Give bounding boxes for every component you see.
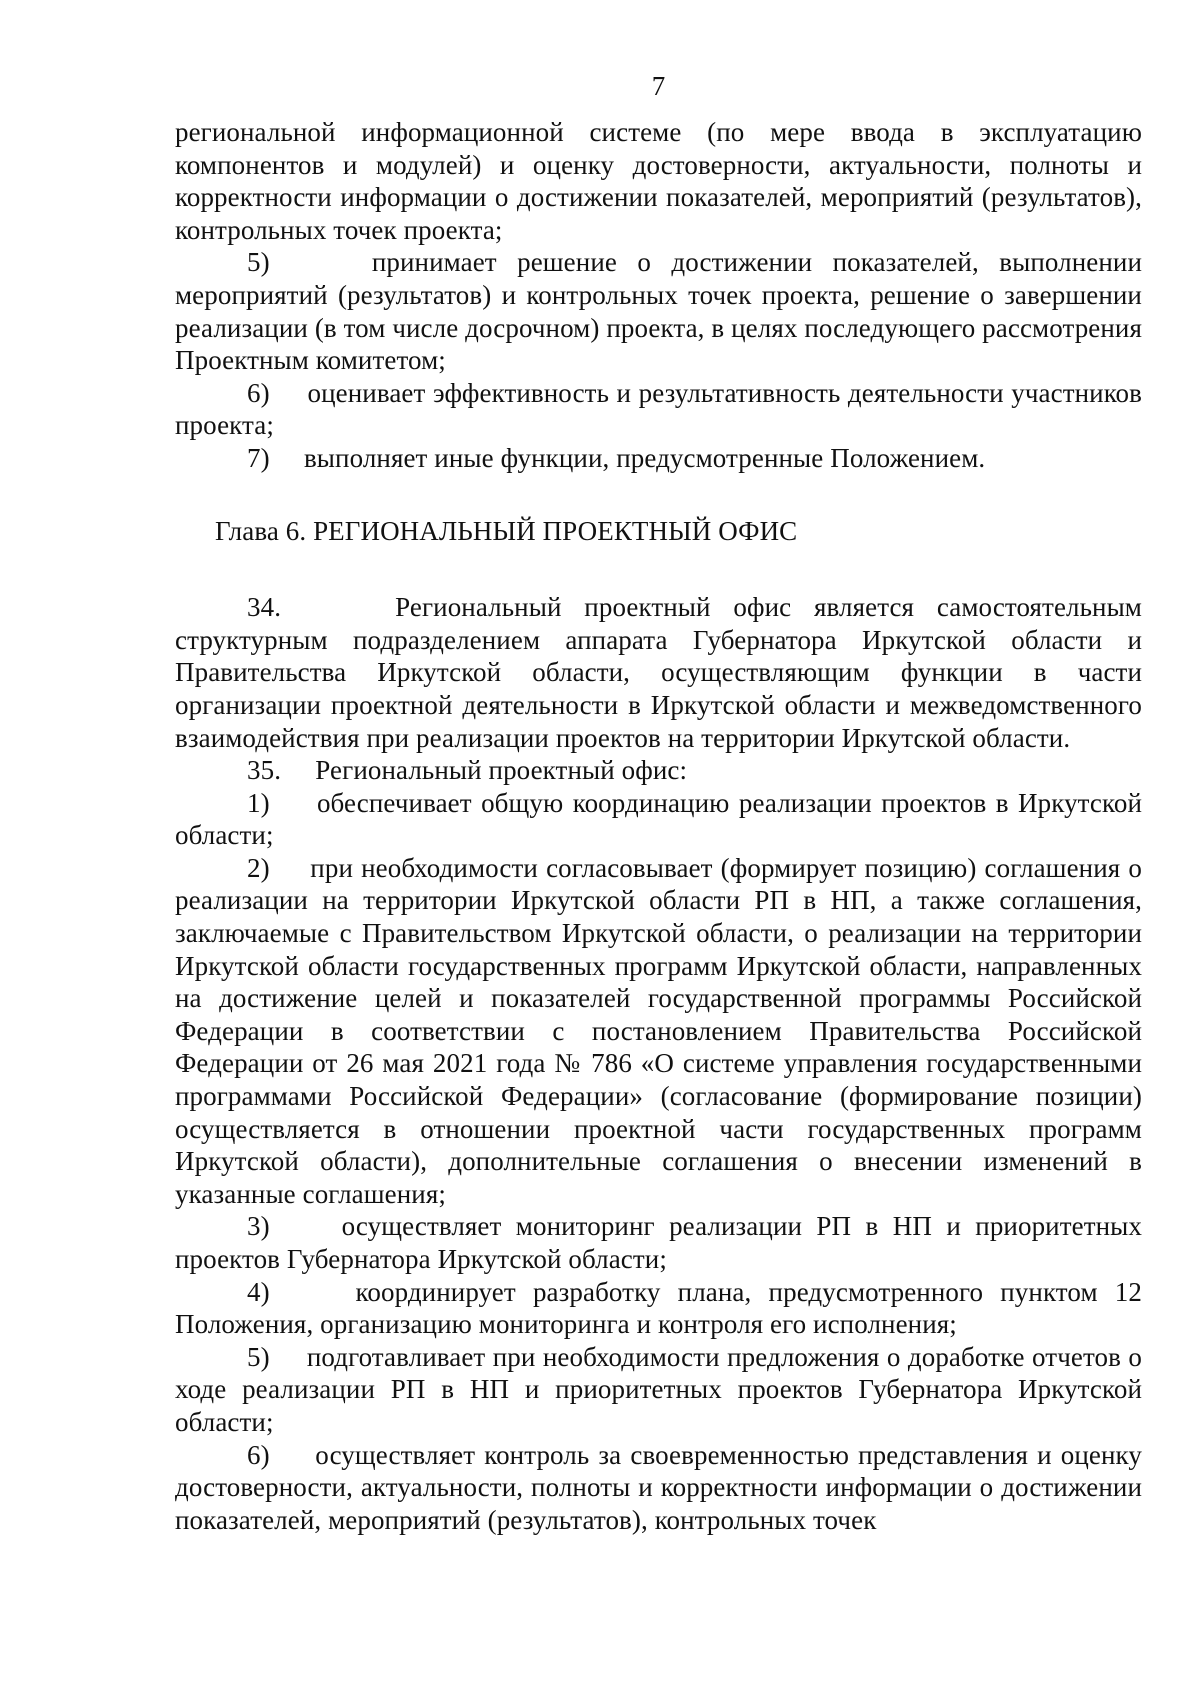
clause-35-item-4: 4) координирует разработку плана, предусмотренного пунктом 12 Положения, организацию мониторинга и контроля его исполнения;: [175, 1276, 1142, 1340]
page-number: 7: [651, 71, 666, 101]
clause-35-item-2: 2) при необходимости согласовывает (формирует позицию) соглашения о реализации на территории Иркутской области РП в НП, а также соглашения, заключаемые с Правительством Иркутской области, о реализации на территории Иркутской области государственных программ Иркутской области, направленных на достижение целей и показателей государственной программы Российской Федерации в соответствии с постановлением Правительства Российской Федерации от 26 мая 2021 года № 786 «О системе управления государственными программами Российской Федерации» (согласование (формирование позиции) осуществляется в отношении проектной части государственных программ Иркутской области), дополнительные соглашения о внесении изменений в указанные соглашения;: [175, 852, 1142, 1209]
list-item-7: 7) выполняет иные функции, предусмотренные Положением.: [247, 442, 986, 473]
list-item-5: 5) принимает решение о достижении показателей, выполнении мероприятий (результатов) и контрольных точек проекта, решение о завершении реализации (в том числе досрочном) проекта, в целях последующего рассмотрения Проектным комитетом;: [175, 247, 1142, 376]
clause-35-item-6: 6) осуществляет контроль за своевременностью представления и оценку достоверности, актуальности, полноты и корректности информации о достижении показателей, мероприятий (результатов), контрольных точек: [175, 1439, 1142, 1535]
clause-34: 34. Региональный проектный офис является самостоятельным структурным подразделением аппарата Губернатора Иркутской области и Правительства Иркутской области, осуществляющим функции в части организации проектной деятельности в Иркутской области и межведомственного взаимодействия при реализации проектов на территории Иркутской области.: [175, 592, 1142, 753]
paragraph-continued: региональной информационной системе (по мере ввода в эксплуатацию компонентов и модулей) и оценку достоверности, актуальности, полноты и корректности информации о достижении показателей, мероприятий (результатов), контрольных точек проекта;: [175, 117, 1142, 245]
clause-35-item-5: 5) подготавливает при необходимости предложения о доработке отчетов о ходе реализации РП в НП и приоритетных проектов Губернатора Иркутской области;: [175, 1341, 1142, 1437]
clause-35-item-1: 1) обеспечивает общую координацию реализации проектов в Иркутской области;: [175, 787, 1142, 851]
list-item-6: 6) оценивает эффективность и результативность деятельности участников проекта;: [175, 377, 1142, 441]
clause-35: 35. Региональный проектный офис:: [247, 755, 688, 786]
chapter-title: Глава 6. РЕГИОНАЛЬНЫЙ ПРОЕКТНЫЙ ОФИС: [215, 515, 798, 546]
clause-35-item-3: 3) осуществляет мониторинг реализации РП в НП и приоритетных проектов Губернатора Иркутской области;: [175, 1211, 1142, 1274]
document-body: [175, 116, 1142, 1536]
